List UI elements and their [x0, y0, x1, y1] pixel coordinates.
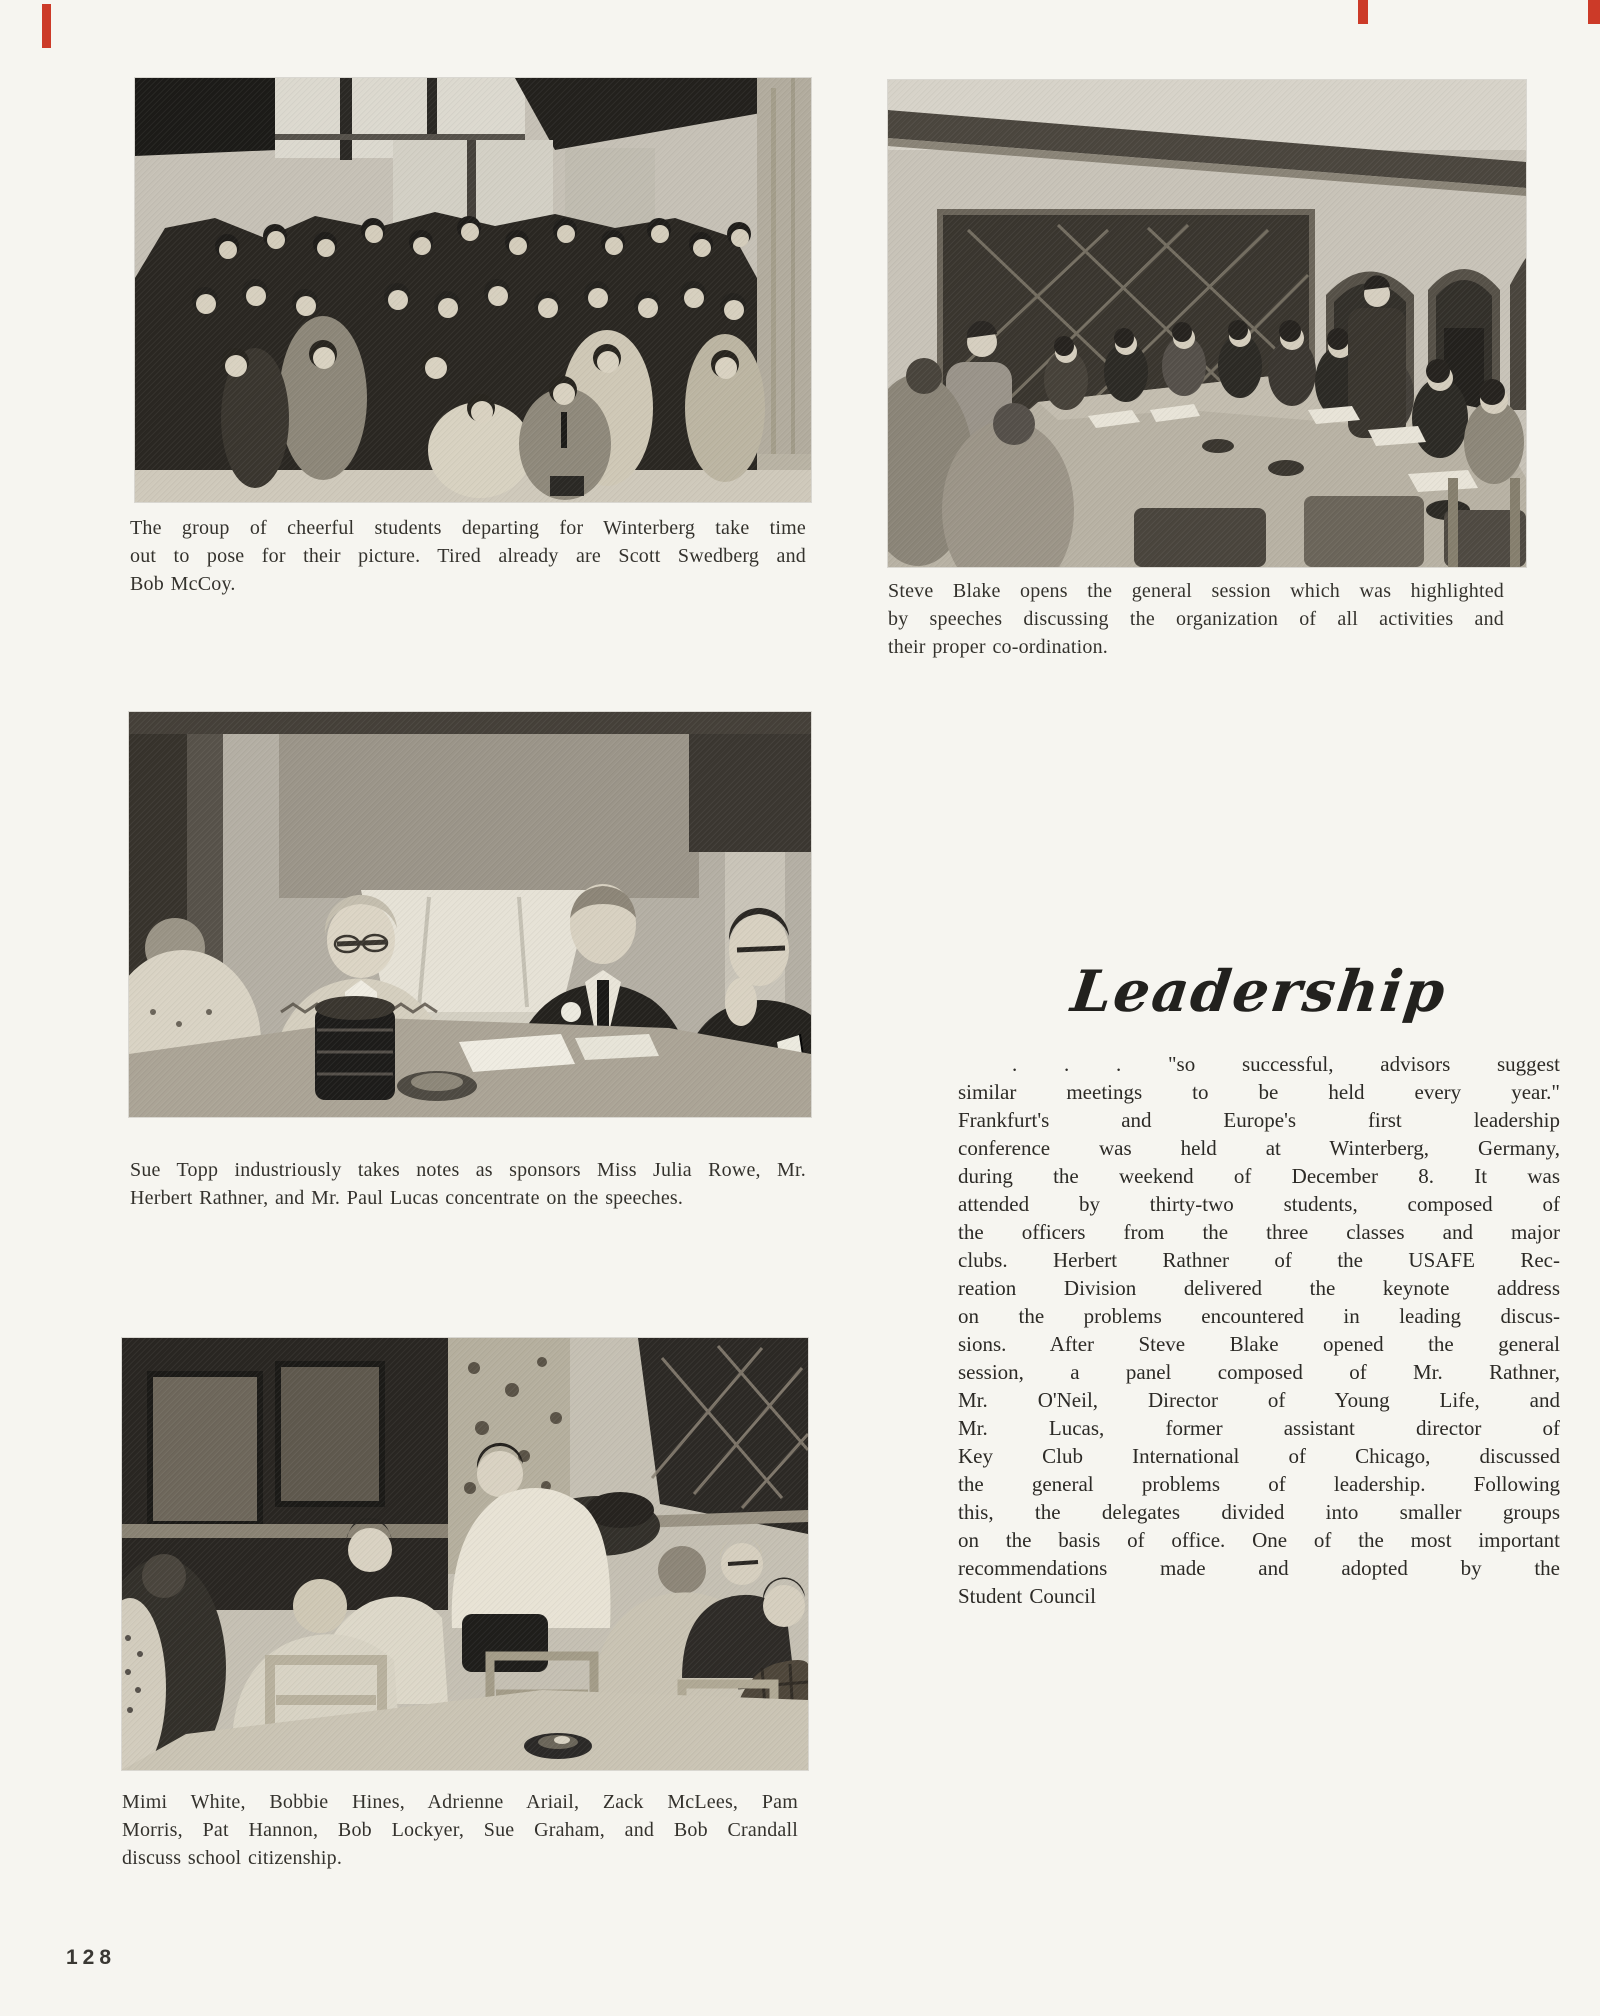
- caption-discussion-photo: [122, 1788, 798, 1872]
- red-crop-mark: [1588, 0, 1600, 24]
- text-line: conference was held at Winterberg, Germany,: [958, 1136, 1560, 1160]
- photo-sponsors-table: [129, 712, 811, 1117]
- text-line: the officers from the three classes and major: [958, 1220, 1560, 1244]
- text-line: the general problems of leadership. Following: [958, 1472, 1560, 1496]
- text-line: Mr. Lucas, former assistant director of: [958, 1416, 1560, 1440]
- photo-general-session: [888, 80, 1526, 567]
- page-number: 128: [66, 1946, 117, 1969]
- text-line: Key Club International of Chicago, discussed: [958, 1444, 1560, 1468]
- text-line: out to pose for their picture. Tired already are Scott Swedberg and: [130, 545, 806, 567]
- text-line: sions. After Steve Blake opened the general: [958, 1332, 1560, 1356]
- text-line: on the problems encountered in leading discus-: [958, 1304, 1560, 1328]
- text-line: their proper co-ordination.: [888, 636, 1108, 658]
- text-line: Mr. O'Neil, Director of Young Life, and: [958, 1388, 1560, 1412]
- red-crop-mark: [1358, 0, 1368, 24]
- text-line: session, a panel composed of Mr. Rathner,: [958, 1360, 1560, 1384]
- photo-group-on-steps-illustration: [135, 78, 811, 502]
- text-line: attended by thirty-two students, composed of: [958, 1192, 1560, 1216]
- text-line: Steve Blake opens the general session which was highlighted: [888, 580, 1504, 602]
- text-line: Frankfurt's and Europe's first leadership: [958, 1108, 1560, 1132]
- section-heading: Leadership: [1067, 958, 1451, 1025]
- caption-sponsors-photo: [130, 1156, 806, 1212]
- text-line: Student Council: [958, 1584, 1096, 1608]
- article-text: [958, 1050, 1560, 1610]
- text-line: Bob McCoy.: [130, 573, 236, 595]
- text-line: Morris, Pat Hannon, Bob Lockyer, Sue Graham, and Bob Crandall: [122, 1819, 798, 1841]
- photo-discussion-group: [122, 1338, 808, 1770]
- photo-sponsors-table-illustration: [129, 712, 811, 1117]
- caption-session-photo: [888, 577, 1504, 661]
- caption-group-photo: [130, 514, 806, 598]
- text-line: reation Division delivered the keynote address: [958, 1276, 1560, 1300]
- text-line: clubs. Herbert Rathner of the USAFE Rec-: [958, 1248, 1560, 1272]
- text-line: discuss school citizenship.: [122, 1847, 343, 1869]
- text-line: this, the delegates divided into smaller groups: [958, 1500, 1560, 1524]
- text-line: . . . "so successful, advisors suggest: [1012, 1052, 1560, 1076]
- text-line: The group of cheerful students departing for Winterberg take time: [130, 517, 806, 539]
- text-line: on the basis of office. One of the most important: [958, 1528, 1560, 1552]
- text-line: during the weekend of December 8. It was: [958, 1164, 1560, 1188]
- text-line: by speeches discussing the organization of all activities and: [888, 608, 1504, 630]
- photo-discussion-group-illustration: [122, 1338, 808, 1770]
- text-line: similar meetings to be held every year.": [958, 1080, 1560, 1104]
- photo-general-session-illustration: [888, 80, 1526, 567]
- text-line: recommendations made and adopted by the: [958, 1556, 1560, 1580]
- text-line: Herbert Rathner, and Mr. Paul Lucas concentrate on the speeches.: [130, 1187, 684, 1209]
- text-line: Sue Topp industriously takes notes as sponsors Miss Julia Rowe, Mr.: [130, 1159, 806, 1181]
- photo-group-on-steps: [135, 78, 811, 502]
- text-line: Mimi White, Bobbie Hines, Adrienne Ariail, Zack McLees, Pam: [122, 1791, 798, 1813]
- red-crop-mark: [42, 4, 51, 48]
